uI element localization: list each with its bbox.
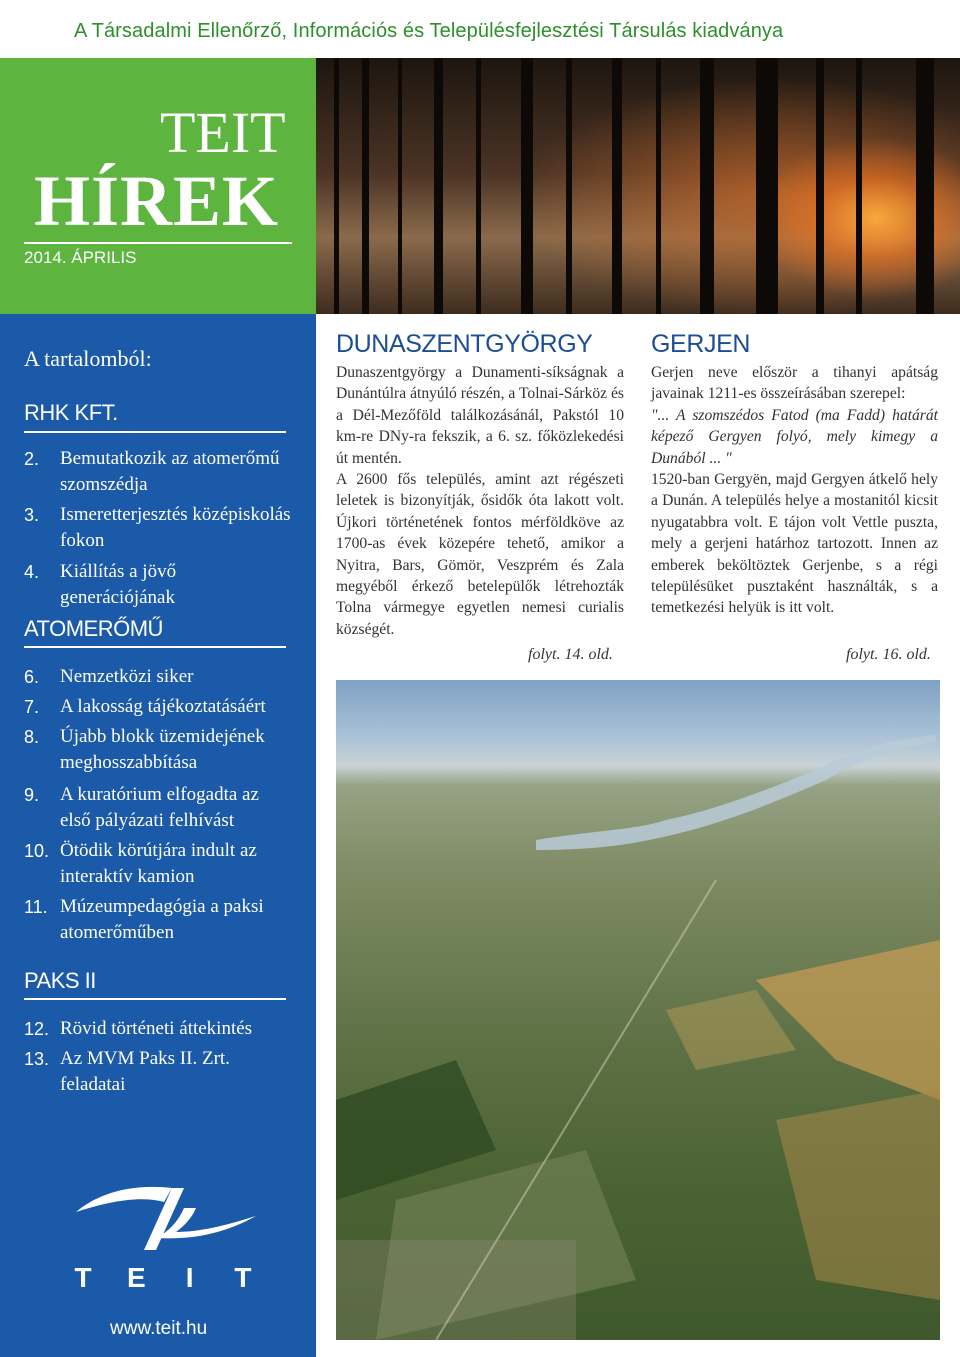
- publisher-strip: [0, 0, 960, 58]
- section-divider: [24, 998, 286, 1000]
- logo-letter: I: [185, 1262, 194, 1293]
- logo-letter: T: [234, 1262, 252, 1293]
- publisher-line: A Társadalmi Ellenőrző, Információs és Településfejlesztési Társulás kiadványa: [74, 20, 784, 42]
- masthead-title: HÍREK: [34, 161, 280, 241]
- article-quote: "... A szomszédos Fatod (ma Fadd) határát képező Gergyen folyó, mely kimegy a Dunából ... ": [651, 406, 938, 467]
- article-title-dunaszentgyorgy: DUNASZENTGYÖRGY: [336, 330, 593, 358]
- article-paragraph: 1520-ban Gergyën, majd Gergyen átkelő hely a Dunán. A település helye a mostanitól kicsit nyugatabbra volt. E tájon volt Vettle puszta, mely a gerjeni határhoz tartozott. Innen az emberek beköltöztek Gerjenbe, s a régi településüket pusztaként használták, s a temetkezési helyük is itt volt.: [651, 471, 938, 617]
- toc-item[interactable]: [24, 1016, 294, 1042]
- article-paragraph: A 2600 fős település, amint azt régészeti leletek is bizonyítják, ősidők óta lakott volt. Újkori történetének fontos mérföldköve az 1700-as évek közepére tehető, amikor a Nyitra, Bars, Gömör, Veszprém és Zala megyéből érkező betelepülők létrehozták Tolna vármegye egyetlen nemesi curialis községét.: [336, 471, 624, 638]
- logo-letter: T: [74, 1262, 92, 1293]
- toc-item[interactable]: [24, 724, 294, 776]
- toc-item[interactable]: [24, 694, 294, 720]
- forest-sunrise-photo: [316, 58, 960, 314]
- section-title-atomeromu: ATOMERŐMŰ: [24, 616, 163, 641]
- contents-heading: A tartalomból:: [24, 346, 152, 371]
- toc-item-label: Ötödik körútjára indult az interaktív kamion: [60, 840, 257, 887]
- toc-item-number: 2.: [24, 449, 40, 469]
- toc-item[interactable]: [24, 1046, 294, 1098]
- masthead-divider: [24, 242, 292, 244]
- toc-item[interactable]: [24, 664, 294, 690]
- logo-letter: E: [126, 1262, 146, 1293]
- section-divider: [24, 646, 286, 648]
- toc-item-label: Bemutatkozik az atomerőmű szomszédja: [60, 448, 280, 495]
- teit-logo-letters: [68, 1262, 258, 1294]
- website-link[interactable]: www.teit.hu: [110, 1318, 208, 1339]
- toc-item-number: 11.: [24, 897, 48, 917]
- issue-date: 2014. ÁPRILIS: [24, 248, 137, 267]
- toc-item-number: 4.: [24, 562, 40, 582]
- section-divider: [24, 431, 286, 433]
- toc-item-number: 6.: [24, 667, 40, 687]
- toc-item-label: Nemzetközi siker: [60, 666, 194, 687]
- article-title-gerjen: GERJEN: [651, 330, 751, 358]
- continued-link[interactable]: folyt. 14. old.: [528, 646, 613, 663]
- section-title-rhk: RHK KFT.: [24, 400, 118, 425]
- toc-item-number: 9.: [24, 785, 40, 805]
- toc-item-label: Ismeretterjesztés középiskolás fokon: [60, 504, 291, 551]
- toc-item-label: A lakosság tájékoztatásáért: [60, 696, 266, 717]
- aerial-landscape-photo: [336, 680, 940, 1340]
- toc-item-number: 3.: [24, 505, 40, 525]
- article-body-dunaszentgyorgy: [336, 362, 624, 640]
- masthead-small-title: TEIT: [160, 100, 286, 165]
- toc-item[interactable]: [24, 446, 294, 498]
- toc-item-number: 10.: [24, 841, 50, 861]
- toc-item-number: 7.: [24, 697, 40, 717]
- section-title-paks2: PAKS II: [24, 968, 96, 993]
- continued-link[interactable]: folyt. 16. old.: [846, 646, 931, 663]
- toc-item-number: 13.: [24, 1049, 50, 1069]
- toc-item-label: Múzeumpedagógia a paksi atomerőműben: [60, 896, 264, 943]
- toc-item[interactable]: [24, 502, 294, 554]
- toc-item-label: Az MVM Paks II. Zrt. feladatai: [60, 1048, 230, 1095]
- toc-item[interactable]: [24, 559, 294, 611]
- toc-item[interactable]: [24, 838, 294, 890]
- article-paragraph: Dunaszentgyörgy a Dunamenti-síkságnak a Dunántúlra átnyúló részén, a Tolnai-Sárköz és a Dél-Mezőföld találkozásánál, Pakstól 10 km-re DNy-ra fekszik, a 6. sz. főközlekedési út mentén.: [336, 364, 624, 467]
- toc-item-label: Rövid történeti áttekintés: [60, 1018, 253, 1039]
- toc-item[interactable]: [24, 782, 294, 834]
- toc-item-number: 12.: [24, 1019, 50, 1039]
- toc-item[interactable]: [24, 894, 294, 946]
- toc-item-label: Kiállítás a jövő generációjának: [60, 561, 177, 608]
- article-body-gerjen: [651, 362, 938, 619]
- article-paragraph: Gerjen neve először a tihanyi apátság javainak 1211-es összeírásában szerepel:: [651, 364, 938, 403]
- toc-item-label: Újabb blokk üzemidejének meghosszabbítása: [60, 726, 265, 773]
- toc-item-label: A kuratórium elfogadta az első pályázati felhívást: [60, 784, 259, 831]
- toc-item-number: 8.: [24, 727, 40, 747]
- teit-logo-icon: [72, 1168, 262, 1258]
